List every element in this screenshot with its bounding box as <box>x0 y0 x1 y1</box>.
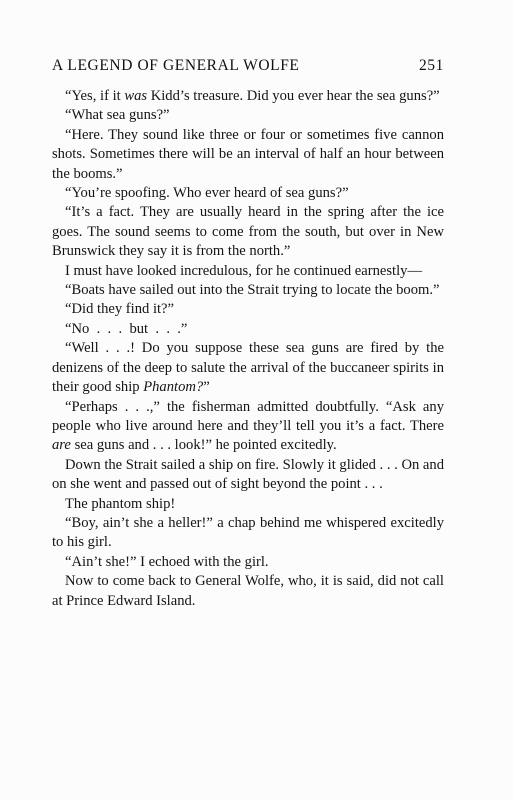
paragraph-11-italic-are: are <box>52 437 71 454</box>
paragraph-1 <box>52 87 444 106</box>
paragraph-11 <box>52 398 444 456</box>
paragraph-15: “Ain’t she!” I echoed with the girl. <box>65 553 269 570</box>
body-text <box>52 87 444 611</box>
paragraph-11-text-c: sea guns and . . . look!” he pointed excitedly. <box>70 437 337 454</box>
paragraph-14: “Boy, ain’t she a heller!” a chap behind me whispered excitedly to his girl. <box>52 514 444 551</box>
paragraph-4: “You’re spoofing. Who ever heard of sea guns?” <box>65 185 349 202</box>
paragraph-7: “Boats have sailed out into the Strait trying to locate the boom.” <box>65 282 440 299</box>
paragraph-12: Down the Strait sailed a ship on fire. Slowly it glided . . . On and on she went and passed out of sight beyond the point . . . <box>52 456 444 493</box>
paragraph-16: Now to come back to General Wolfe, who, it is said, did not call at Prince Edward Island. <box>52 573 444 609</box>
paragraph-10 <box>52 339 444 397</box>
paragraph-10-text-a: “Well . . .! Do you suppose these sea guns are fired by the denizens of the deep to salute the arrival of the buccaneer spirits in their good ship <box>52 340 444 396</box>
page-header <box>52 57 444 77</box>
paragraph-10-text-c: ” <box>203 379 210 396</box>
paragraph-1-italic-was: was <box>124 88 148 104</box>
paragraph-9: “No . . . but . . .” <box>65 320 188 337</box>
running-head: A LEGEND OF GENERAL WOLFE <box>52 57 300 74</box>
paragraph-11-text-a: “Perhaps . . .,” the fisherman admitted doubtfully. “Ask any people who live around here and they’ll tell you it’s a fact. There <box>52 398 444 434</box>
paragraph-8: “Did they find it?” <box>65 301 175 318</box>
paragraph-6: I must have looked incredulous, for he continued earnestly— <box>65 262 423 279</box>
page-number: 251 <box>418 57 444 74</box>
paragraph-2: “What sea guns?” <box>65 107 170 124</box>
paragraph-1-text-a: “Yes, if it <box>65 88 125 104</box>
paragraph-3: “Here. They sound like three or four or sometimes five cannon shots. Sometimes there will be an interval of half an hour between the booms.” <box>52 126 444 182</box>
paragraph-13: The phantom ship! <box>65 495 176 512</box>
paragraph-1-text-c: Kidd’s treasure. Did you ever hear the sea guns?” <box>147 88 440 104</box>
paragraph-5: “It’s a fact. They are usually heard in the spring after the ice goes. The sound seems to come from the south, but over in New Brunswick they say it is from the north.” <box>52 204 444 260</box>
paragraph-10-italic-phantom: Phantom? <box>143 379 204 396</box>
